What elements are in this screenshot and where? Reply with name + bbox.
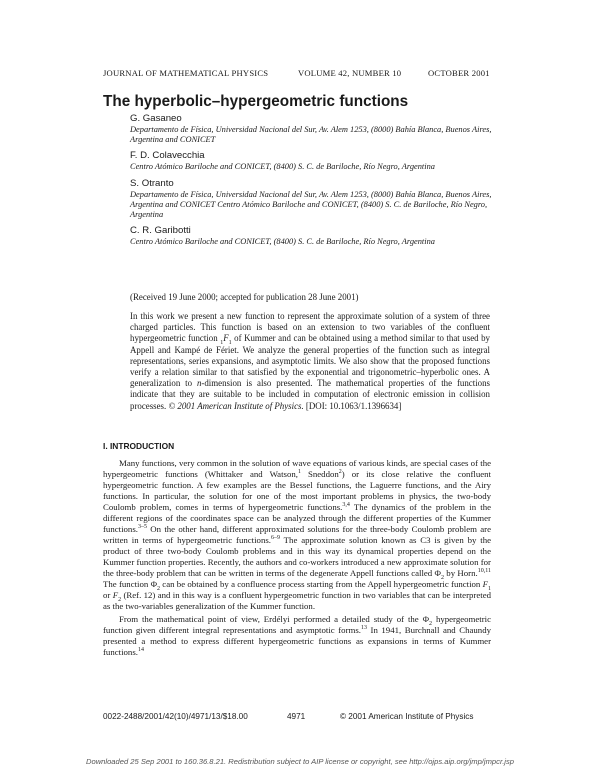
paragraph: Many functions, very common in the solution of wave equations of various kinds, are special cases of the hypergeometric functions (Whittaker and Watson,$^1$ Sneddon$^2$) or its close relative the confluent hypergeometric function. A few examples are the Bessel functions, the Laguerre functions, and the Airy functions. In particular, the solution for one of the most important problems in physics, the two-body Coulomb problem, comes in terms of hypergeometric functions.$^{3,4}$ The dynamics of the problem in the different regions of the coordinates space can be analyzed through the different properties of the Kummer functions.$^{3-5}$ On the other hand, different approximated solutions for the three-body Coulomb problem are written in terms of hypergeometric functions.$^{6-9}$ The approximate solution known as C3 is given by the product of three two-body Coulomb problems and in this way its dynamical properties depend on the Kummer function properties. Recently, the authors and co-workers introduced a new approximate solution for the three-body problem that can be written in terms of the degenerate Appell functions called $\Phi_2$ by Horn.$^{10,11}$ The function $\Phi_2$ can be obtained by a confluence process starting from the Appell hypergeometric function $F_1$ or $F_2$ (Ref. 12) and in this way is a confluent hypergeometric function in two variables that can be interpreted as the two-variables generalization of the Kummer function.: [103, 458, 491, 611]
author-name: F. D. Colavecchia: [130, 150, 205, 162]
author-affiliation: Centro Atómico Bariloche and CONICET, (8400) S. C. de Bariloche, Río Negro, Argentina: [130, 237, 435, 247]
author-affiliation: Departamento de Física, Universidad Nacional del Sur, Av. Alem 1253, (8000) Bahía Blanca, Buenos Aires, Argentina and CONICET: [130, 125, 492, 145]
doi-link[interactable]: [DOI: 10.1063/1.1396634]: [303, 400, 402, 411]
abstract-copyright: © 2001 American Institute of Physics.: [168, 400, 304, 411]
author-name: C. R. Garibotti: [130, 225, 191, 237]
author-block: [130, 149, 500, 172]
reference-mark[interactable]: 2: [338, 469, 342, 476]
issue-date: OCTOBER 2001: [428, 68, 490, 78]
abstract: In this work we present a new function to represent the approximate solution of a system of three charged particles. This function is based on an extension to two variables of the confluent hypergeometric function $_1F_1$ of Kummer and can be obtained using a method similar to that used by Appell and Kampé de Fériet. We analyze the general properties of the function such as integral representations, series expansions, and asymptotic limits. We also show that the proposed functions verify a relation similar to that satisfied by the exponential and trigonometric–hyperbolic ones. A generalization to n-dimension is also presented. The mathematical properties of the functions indicate that they are suitable to be included in computation of electronic emission in collision processes. © 2001 American Institute of Physics. [DOI: 10.1063/1.1396634]: [130, 311, 490, 411]
author-block: [130, 112, 500, 145]
received-dates: (Received 19 June 2000; accepted for publication 28 June 2001): [130, 292, 359, 302]
reference-mark[interactable]: 10,11: [477, 568, 491, 575]
paper-title: The hyperbolic–hypergeometric functions: [103, 93, 409, 110]
volume-number: VOLUME 42, NUMBER 10: [298, 68, 402, 78]
paragraph: From the mathematical point of view, Erdélyi performed a detailed study of the $\Phi_2$ hypergeometric function given different integral representations and asymptotic forms.$^{13}$ In 1941, Burchnall and Chaundy presented a method to express different hypergeometric functions as expansions in terms of Kummer functions.$^{14}$: [103, 614, 491, 657]
author-block: [130, 224, 500, 247]
download-notice[interactable]: Downloaded 25 Sep 2001 to 160.36.8.21. Redistribution subject to AIP license or copyright, see http://ojps.aip.org/jmp/jmpcr.jsp: [85, 757, 515, 766]
reference-mark[interactable]: 13: [360, 625, 367, 632]
journal-name: JOURNAL OF MATHEMATICAL PHYSICS: [103, 68, 269, 78]
issn-code: 0022-2488/2001/42(10)/4971/13/$18.00: [103, 712, 248, 721]
reference-mark[interactable]: 3,4: [342, 502, 350, 509]
reference-mark[interactable]: 14: [137, 647, 144, 654]
reference-mark[interactable]: 1: [297, 469, 301, 476]
author-list: [130, 112, 500, 251]
footer-copyright: © 2001 American Institute of Physics: [340, 712, 474, 721]
author-affiliation: Departamento de Física, Universidad Nacional del Sur, Av. Alem 1253, (8000) Bahía Blanca, Buenos Aires, Argentina and CONICET Centro Atómico Bariloche and CONICET, (8400) S. C. de Bariloche, Río Negro, Argentina: [130, 189, 492, 220]
author-name: S. Otranto: [130, 177, 174, 189]
author-affiliation: Centro Atómico Bariloche and CONICET, (8400) S. C. de Bariloche, Río Negro, Argentina: [130, 162, 435, 172]
reference-mark[interactable]: 6–9: [270, 535, 280, 542]
page-number: 4971: [287, 712, 306, 721]
section-heading: I. INTRODUCTION: [103, 441, 175, 451]
author-block: [130, 177, 500, 221]
author-name: G. Gasaneo: [130, 113, 182, 124]
introduction-body: [103, 458, 491, 660]
reference-mark[interactable]: 3–5: [137, 524, 147, 531]
